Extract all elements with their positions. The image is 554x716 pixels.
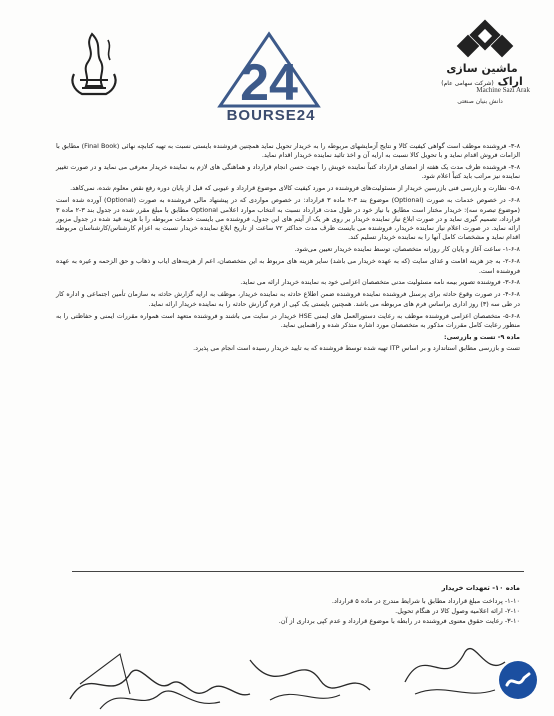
clause-10-2: ۲-۱۰- ارائه اعلامیه وصول کالا در هنگام تحویل. [395, 607, 520, 615]
clause-8-4: ۴-۸- فروشنده ظرف مدت یک هفته از امضای قرارداد کتباً نماینده خویش را جهت حسن انجام قرارداد و هماهنگی های لازم به نماینده خریدار معرفی می نماید و در صورت تغییر نماینده نیز مراتب باید کتباً اعلام شود. [56, 163, 520, 181]
clause-8-6: ۶-۸- در خصوص خدمات به صورت (Optional) موضوع بند ۳-۲ ماده ۳ قرارداد: در خصوص مواردی که در پیشنهاد مالی فروشنده به صورت (Optional) آورده شده است (موضوع تبصره سه): خریدار مختار است مطابق با نیاز خود در طول مدت قرارداد نسبت به انتخاب موارد اعلامی Optional مطابق با مبلغ مقرر شده در جدول بند ۳-۲ ماده ۳ قرارداد، تصمیم گیری نماید و در صورت ابلاغ نیاز نماینده خریدار بر روی هر یک از آیتم های این جدول، فروشنده می بایست خدمات مربوطه را با هزینه قید شده در جدول مزبور ارائه نماید. در صورت اعلام نیاز نماینده خریدار، فروشنده می بایست ظرف مدت حداکثر ۷۲ ساعت از تاریخ ابلاغ نماینده خریدار نسبت به اعزام کارشناس/کارشناسان مربوطه اقدام نماید و مشخصات کامل آنها را به نماینده خریدار تسلیم کند. [56, 196, 520, 242]
clause-8-6-2: ۲-۶-۸- به جز هزینه اقامت و غذای سایت (که به عهده خریدار می باشد) سایر هزینه های مربوط به این متخصصان، اعم از هزینه‌های ایاب و ذهاب و حق الزحمه و غیره به عهده فروشنده است. [56, 257, 520, 275]
clause-8-6-3: ۳-۶-۸- فروشنده تصویر بیمه نامه مسئولیت مدنی متخصصان اعزامی خود به نماینده خریدار ارائه می نماید. [240, 278, 520, 287]
signature-center [240, 640, 380, 710]
signature-left [60, 644, 260, 714]
clause-8-6-5: ۵-۶-۸- متخصصان اعزامی فروشنده موظف به رعایت دستورالعمل های ایمنی HSE خریدار در سایت می باشند و فروشنده متعهد است همواره مقررات ایمنی و حفاظتی را به منظور رعایت کامل مقررات مذکور به متخصصان مورد اشاره متذکر شده و راهنمایی نماید. [56, 311, 520, 329]
section-divider [72, 571, 524, 572]
watermark-badge-icon [498, 660, 538, 700]
clause-10-3: ۳-۱۰- رعایت حقوق معنوی فروشنده در رابطه با موضوع قرارداد و عدم کپی برداری از آن. [278, 617, 520, 625]
company-name-en: Machine Sazi Arak [476, 86, 530, 94]
company-name-fa: ماشین سازی اراک (شرکت سهامی عام) [441, 62, 523, 88]
clause-8-6-4: ۴-۶-۸- در صورت وقوع حادثه برای پرسنل فروشنده نماینده فروشنده ضمن اطلاع حادثه به نماینده خریدار، موظف به ارایه گزارش حادثه به سازمان تأمین اجتماعی و اداره کار در طی سه (۳) روز اداری براساس فرم های مربوطه می باشد. همچنین بایستی یک کپی از فرم گزارش حادثه را به نماینده خریدار ارائه نماید. [56, 290, 520, 308]
section-10-heading: ماده ۱۰- تعهدات خریدار [441, 584, 520, 592]
clause-8-5: ۵-۸- نظارت و بازرسی فنی بازرسین خریدار از مسئولیت‌های فروشنده در مورد کیفیت کالای موضوع قرارداد و عیوبی که قبل از پایان دوره رفع نقص معلوم شده، نمی‌کاهد. [70, 184, 520, 193]
signature-right [395, 632, 515, 702]
company-tagline: دانش بنیان صنعتی [457, 98, 503, 105]
flame-emblem-icon [62, 30, 126, 102]
section-9-text: تست و بازرسی مطابق استاندارد و بر اساس ITP تهیه شده توسط فروشنده که به تایید خریدار رسیده است انجام می پذیرد. [193, 343, 520, 352]
clause-8-3: ۳-۸- فروشنده موظف است گواهی کیفیت کالا و نتایج آزمایشهای مربوطه را به خریدار تحویل نماید همچنین فروشنده بایستی نسبت به تهیه کتابچه نهائی (Final Book) مطابق با الزامات فروش اقدام نماید و با تحویل کالا نسبت به ارایه آن و اخذ تائید نماینده خریدار اقدام نماید. [56, 142, 520, 160]
clause-10-1: ۱-۱۰- پرداخت مبلغ قرارداد مطابق با شرایط مندرج در ماده ۵ قرارداد. [331, 597, 520, 605]
clause-8-6-1: ۱-۶-۸- ساعت آغاز و پایان کار روزانه متخصصان، توسط نماینده خریدار تعیین می‌شود. [294, 245, 520, 254]
svg-text:24: 24 [240, 54, 298, 112]
buyer-obligations [200, 583, 520, 626]
bourse24-wordmark: BOURSE24 [226, 107, 316, 124]
section-9-heading: ماده ۹- تست و بازرسی: [444, 332, 520, 341]
contract-body [56, 142, 520, 356]
